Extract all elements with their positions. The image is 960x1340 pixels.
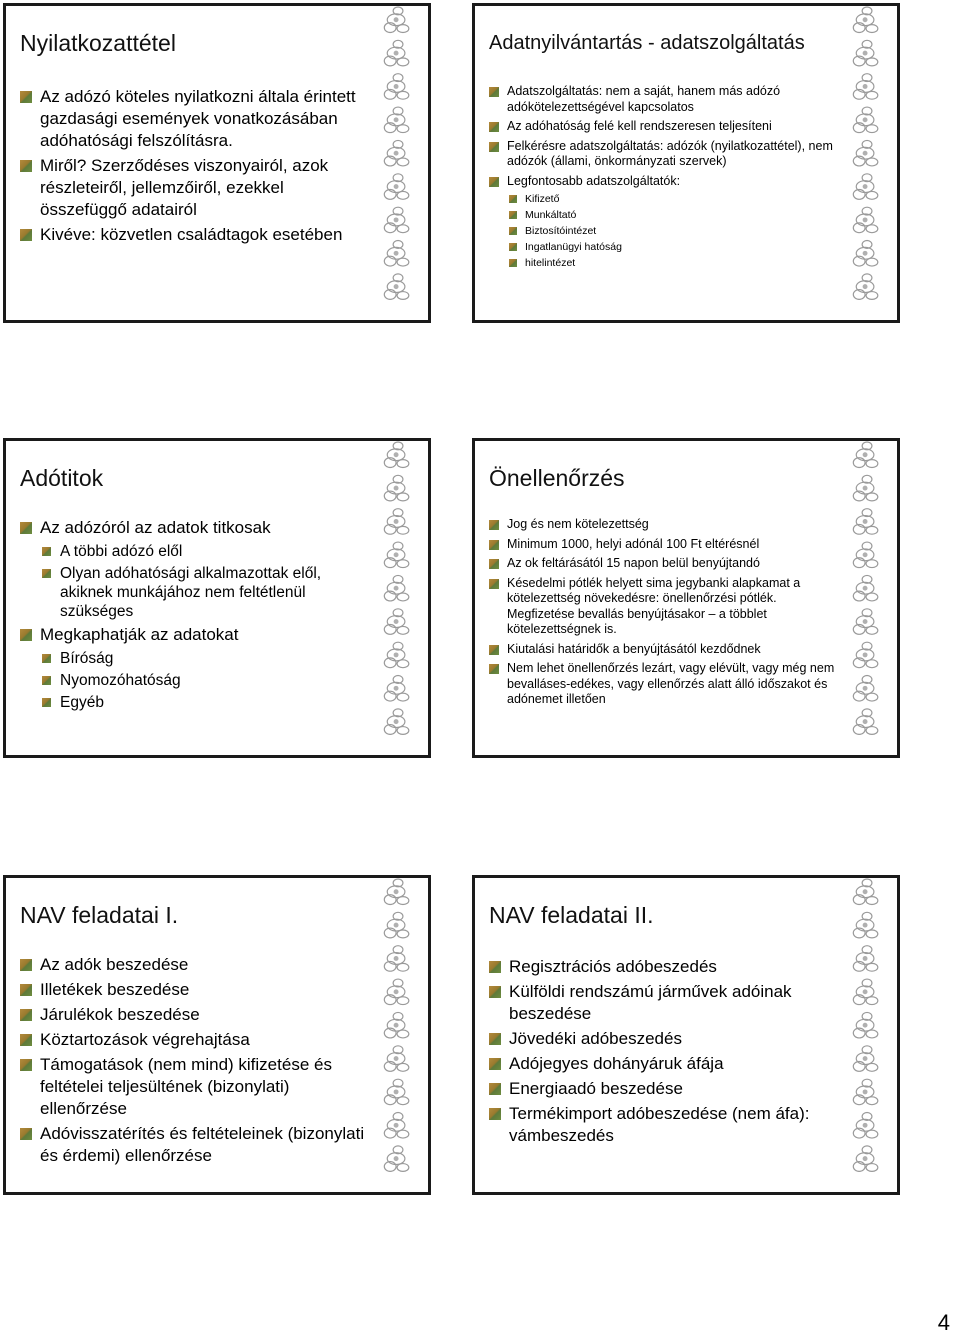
bullet-text: Kivéve: közvetlen családtagok esetében bbox=[40, 225, 343, 244]
bullet-icon bbox=[489, 177, 499, 187]
slide-adotitok bbox=[3, 438, 431, 758]
floral-decoration bbox=[845, 878, 893, 1192]
bullet-item bbox=[489, 517, 839, 533]
bullet-text: Minimum 1000, helyi adónál 100 Ft eltérésnél bbox=[507, 536, 760, 551]
bullet-icon bbox=[489, 645, 499, 655]
sub-bullet-item bbox=[489, 209, 839, 222]
slide-adatnyilvantartas bbox=[472, 3, 900, 323]
bullet-icon bbox=[42, 547, 51, 556]
bullet-text: Az ok feltárásától 15 napon belül benyújtandó bbox=[507, 556, 760, 570]
bullet-text: Járulékok beszedése bbox=[40, 1005, 200, 1024]
bullet-item bbox=[489, 139, 839, 170]
bullet-item bbox=[489, 956, 839, 978]
bullet-list bbox=[20, 517, 370, 715]
bullet-icon bbox=[489, 1108, 501, 1120]
sub-bullet-item bbox=[20, 564, 370, 621]
bullet-icon bbox=[489, 664, 499, 674]
bullet-text: Az adók beszedése bbox=[40, 955, 189, 974]
bullet-text: Támogatások (nem mind) kifizetése és feltételei teljesültének (bizonylati) ellenőrzése bbox=[40, 1055, 332, 1118]
sub-bullet-item bbox=[489, 241, 839, 254]
bullet-text: Energiaadó beszedése bbox=[509, 1079, 683, 1098]
bullet-text: hitelintézet bbox=[525, 257, 576, 269]
bullet-text: Miről? Szerződéses viszonyairól, azok részleteiről, jellemzőiről, ezekkel összefüggő adatairól bbox=[40, 156, 329, 219]
bullet-icon bbox=[42, 698, 51, 707]
bullet-item bbox=[20, 86, 370, 152]
bullet-icon bbox=[20, 160, 32, 172]
bullet-icon bbox=[489, 1083, 501, 1095]
bullet-text: Késedelmi pótlék helyett sima jegybanki alapkamat a kötelezettség növekedésre: önellenőrzési pótlék. Megfizetése bevallás benyújtásakor – a többlet kötelezettségnek is. bbox=[507, 575, 801, 636]
slide-title: NAV feladatai I. bbox=[20, 902, 179, 928]
sub-bullet-item bbox=[20, 693, 370, 712]
bullet-item bbox=[489, 537, 839, 553]
bullet-icon bbox=[489, 579, 499, 589]
bullet-list bbox=[489, 956, 839, 1150]
bullet-icon bbox=[42, 569, 51, 578]
bullet-item bbox=[20, 517, 370, 539]
bullet-text: Nem lehet önellenőrzés lezárt, vagy elévült, vagy még nem bevalláses-edékes, vagy ellenőrzés alatt álló időszakot és adónemet illetően bbox=[507, 661, 835, 706]
slide-title: NAV feladatai II. bbox=[489, 902, 654, 928]
bullet-item bbox=[489, 1078, 839, 1100]
slide-title: Adótitok bbox=[20, 465, 104, 491]
bullet-icon bbox=[489, 986, 501, 998]
bullet-icon bbox=[42, 676, 51, 685]
sub-bullet-item bbox=[20, 649, 370, 668]
slide-title: Adatnyilvántartás - adatszolgáltatás bbox=[489, 32, 805, 54]
floral-decoration bbox=[376, 441, 424, 755]
bullet-text: Jövedéki adóbeszedés bbox=[509, 1029, 682, 1048]
bullet-item bbox=[489, 576, 839, 638]
bullet-item bbox=[489, 119, 839, 135]
bullet-text: Biztosítóintézet bbox=[525, 225, 597, 237]
bullet-icon bbox=[489, 961, 501, 973]
bullet-text: Köztartozások végrehajtása bbox=[40, 1030, 250, 1049]
bullet-icon bbox=[20, 1009, 32, 1021]
bullet-item bbox=[489, 1103, 839, 1147]
sub-bullet-item bbox=[20, 671, 370, 690]
bullet-icon bbox=[489, 520, 499, 530]
bullet-item bbox=[20, 1054, 370, 1120]
page-number: 4 bbox=[937, 1310, 950, 1335]
bullet-icon bbox=[509, 211, 517, 219]
bullet-text: Az adóhatóság felé kell rendszeresen teljesíteni bbox=[507, 119, 772, 133]
slide-nav-feladatai-1 bbox=[3, 875, 431, 1195]
slide-title: Nyilatkozattétel bbox=[20, 30, 176, 56]
bullet-icon bbox=[20, 1128, 32, 1140]
bullet-text: Az adózóról az adatok titkosak bbox=[40, 518, 271, 537]
bullet-item bbox=[489, 1053, 839, 1075]
floral-decoration bbox=[845, 6, 893, 320]
bullet-list bbox=[489, 84, 839, 273]
bullet-item bbox=[20, 1123, 370, 1167]
bullet-text: Regisztrációs adóbeszedés bbox=[509, 957, 717, 976]
bullet-icon bbox=[489, 1033, 501, 1045]
sub-bullet-item bbox=[489, 225, 839, 238]
bullet-item bbox=[489, 1028, 839, 1050]
bullet-icon bbox=[20, 959, 32, 971]
sub-bullet-item bbox=[489, 193, 839, 206]
slide-onellenorzes bbox=[472, 438, 900, 758]
bullet-icon bbox=[20, 1034, 32, 1046]
floral-decoration bbox=[376, 878, 424, 1192]
bullet-text: Olyan adóhatósági alkalmazottak elől, akiknek munkájához nem feltétlenül szükséges bbox=[60, 565, 322, 620]
slide-title: Önellenőrzés bbox=[489, 465, 625, 491]
bullet-text: Munkáltató bbox=[525, 209, 577, 221]
bullet-item bbox=[489, 556, 839, 572]
bullet-icon bbox=[20, 629, 32, 641]
bullet-list bbox=[20, 86, 370, 249]
bullet-icon bbox=[489, 142, 499, 152]
bullet-icon bbox=[489, 540, 499, 550]
sub-bullet-item bbox=[489, 257, 839, 270]
bullet-item bbox=[489, 84, 839, 115]
bullet-text: Felkérésre adatszolgáltatás: adózók (nyilatkozattétel), nem adózók (állami, önkormányzati szervek) bbox=[507, 138, 833, 168]
floral-decoration bbox=[845, 441, 893, 755]
bullet-item bbox=[20, 624, 370, 646]
bullet-list bbox=[489, 517, 839, 712]
bullet-icon bbox=[489, 122, 499, 132]
bullet-text: Egyéb bbox=[60, 694, 104, 711]
bullet-icon bbox=[20, 522, 32, 534]
bullet-item bbox=[20, 1029, 370, 1051]
bullet-text: Termékimport adóbeszedése (nem áfa): vámbeszedés bbox=[509, 1104, 810, 1145]
bullet-item bbox=[20, 224, 370, 246]
bullet-text: Illetékek beszedése bbox=[40, 980, 190, 999]
sub-bullet-item bbox=[20, 542, 370, 561]
bullet-text: Külföldi rendszámú járművek adóinak beszedése bbox=[509, 982, 792, 1023]
bullet-text: Kiutalási határidők a benyújtásától kezdődnek bbox=[507, 641, 761, 656]
slide-nyilatkozattetel bbox=[3, 3, 431, 323]
bullet-item bbox=[20, 1004, 370, 1026]
floral-decoration bbox=[376, 6, 424, 320]
bullet-icon bbox=[509, 227, 517, 235]
bullet-icon bbox=[509, 195, 517, 203]
bullet-text: Az adózó köteles nyilatkozni általa érintett gazdasági események vonatkozásában adóhatósági felszólításra. bbox=[40, 87, 356, 150]
bullet-icon bbox=[20, 984, 32, 996]
bullet-item bbox=[489, 174, 839, 190]
bullet-icon bbox=[20, 1059, 32, 1071]
bullet-icon bbox=[20, 229, 32, 241]
bullet-item bbox=[489, 642, 839, 658]
bullet-icon bbox=[509, 243, 517, 251]
bullet-item bbox=[489, 661, 839, 708]
bullet-list bbox=[20, 954, 370, 1170]
bullet-text: Megkaphatják az adatokat bbox=[40, 625, 239, 644]
bullet-icon bbox=[489, 87, 499, 97]
bullet-item bbox=[20, 979, 370, 1001]
bullet-text: Bíróság bbox=[60, 650, 114, 667]
bullet-icon bbox=[509, 259, 517, 267]
bullet-text: A többi adózó elől bbox=[60, 543, 183, 560]
bullet-text: Ingatlanügyi hatóság bbox=[525, 241, 622, 253]
bullet-item bbox=[489, 981, 839, 1025]
bullet-icon bbox=[42, 654, 51, 663]
bullet-text: Adójegyes dohányáruk áfája bbox=[509, 1054, 724, 1073]
bullet-text: Legfontosabb adatszolgáltatók: bbox=[507, 173, 681, 188]
bullet-text: Adóvisszatérítés és feltételeinek (bizonylati és érdemi) ellenőrzése bbox=[40, 1124, 365, 1165]
bullet-item bbox=[20, 155, 370, 221]
bullet-item bbox=[20, 954, 370, 976]
bullet-text: Kifizető bbox=[525, 193, 560, 205]
bullet-icon bbox=[20, 91, 32, 103]
bullet-icon bbox=[489, 559, 499, 569]
bullet-text: Nyomozóhatóság bbox=[60, 672, 181, 689]
slide-nav-feladatai-2 bbox=[472, 875, 900, 1195]
bullet-text: Adatszolgáltatás: nem a saját, hanem más adózó adókötelezettségével kapcsolatos bbox=[507, 84, 781, 114]
bullet-icon bbox=[489, 1058, 501, 1070]
bullet-text: Jog és nem kötelezettség bbox=[507, 517, 649, 531]
